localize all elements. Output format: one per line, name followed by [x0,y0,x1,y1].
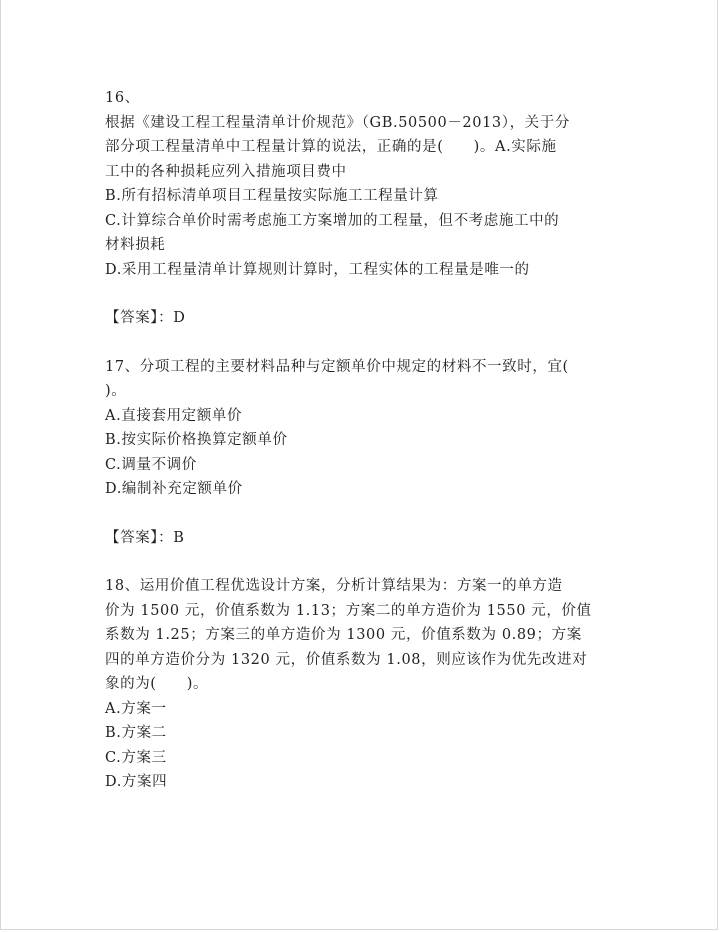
option-c: C.调量不调价 [105,456,197,473]
option-b: B.所有招标清单项目工程量按实际施工工程量计算 [105,188,439,204]
option-b: B.按实际价格换算定额单价 [105,432,288,448]
question-stem-line: 根据《建设工程工程量清单计价规范》（GB.50500－2013），关于分 [105,114,570,131]
answer-label: 【答案】：D [105,310,186,326]
option-c: C.方案三 [105,749,167,766]
option-d: D.方案四 [105,774,168,790]
option-c: C.计算综合单价时需考虑施工方案增加的工程量，但不考虑施工中的 [105,212,560,229]
question-stem-line: 部分项工程量清单中工程量计算的说法，正确的是( )。A.实际施 [105,139,557,155]
question-stem-line: 四的单方造价分为 1320 元，价值系数为 1.08，则应该作为优先改进对 [105,651,588,668]
question-17 [105,355,605,551]
question-stem-line: 17、分项工程的主要材料品种与定额单价中规定的材料不一致时，宜( [105,358,569,375]
question-stem-line: 18、运用价值工程优选设计方案，分析计算结果为：方案一的单方造 [105,578,563,594]
question-stem-line: 系数为 1.25；方案三的单方造价为 1300 元，价值系数为 0.89；方案 [105,627,582,643]
question-number: 16、 [105,90,140,106]
question-list [105,86,605,795]
question-16 [105,86,605,331]
question-stem-line: 象的为( )。 [105,676,209,692]
question-stem-line: )。 [105,383,127,399]
answer-label: 【答案】：B [105,529,185,546]
option-a: A.直接套用定额单价 [105,407,243,424]
option-d: D.编制补充定额单价 [105,481,243,497]
question-stem-line: 价为 1500 元，价值系数为 1.13；方案二的单方造价为 1550 元，价值 [105,602,592,619]
question-18 [105,574,605,795]
option-line: 工中的各种损耗应列入措施项目费中 [105,163,347,180]
option-line: 材料损耗 [105,237,166,253]
option-b: B.方案二 [105,725,167,741]
option-d: D.采用工程量清单计算规则计算时，工程实体的工程量是唯一的 [105,261,530,278]
option-a: A.方案一 [105,700,167,717]
